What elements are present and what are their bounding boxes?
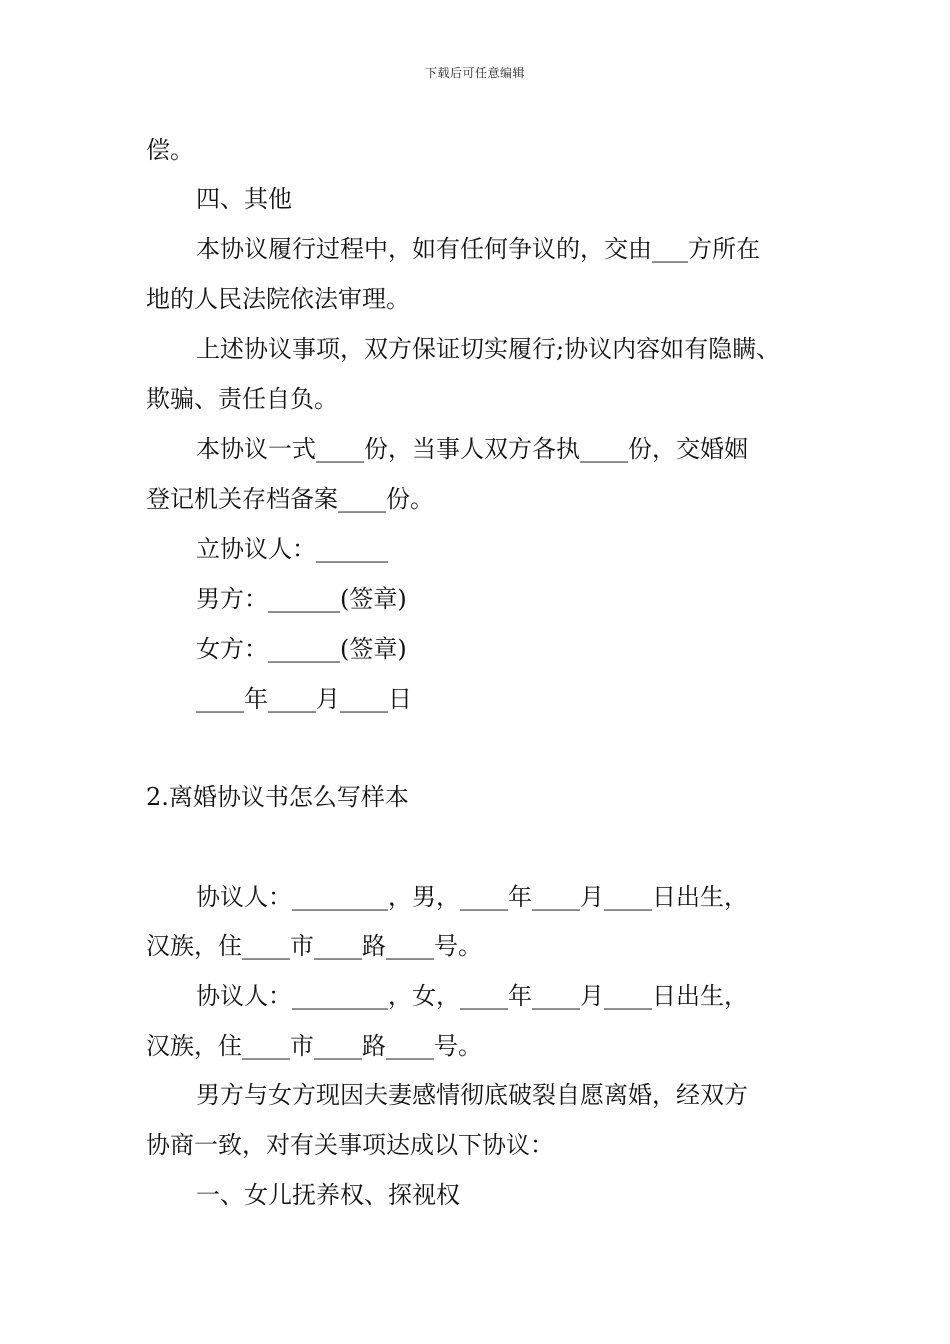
male-signature-line: 男方：______(签章): [196, 585, 407, 613]
text-line: 协议人：________，男，____年____月____日出生，: [196, 883, 748, 911]
section-title: 2.离婚协议书怎么写样本: [146, 783, 409, 811]
text-line: 上述协议事项，双方保证切实履行;协议内容如有隐瞒、: [196, 335, 781, 363]
text-line: 本协议履行过程中，如有任何争议的，交由___方所在: [196, 235, 760, 263]
female-signature-line: 女方：______(签章): [196, 635, 407, 663]
text-line: 男方与女方现因夫妻感情彻底破裂自愿离婚，经双方: [196, 1081, 748, 1109]
text-line: 欺骗、责任自负。: [146, 385, 338, 413]
text-line: 登记机关存档备案____份。: [146, 485, 434, 513]
text-line: 协议人：________，女，____年____月____日出生，: [196, 982, 748, 1010]
text-line: 协商一致，对有关事项达成以下协议：: [146, 1131, 554, 1159]
section-heading: 一、女儿抚养权、探视权: [196, 1181, 460, 1209]
signatory-line: 立协议人：______: [196, 535, 388, 563]
text-line: 本协议一式____份，当事人双方各执____份，交婚姻: [196, 435, 748, 463]
page-header: 下载后可任意编辑: [424, 66, 525, 80]
text-line: 偿。: [146, 136, 194, 164]
date-line: ____年____月____日: [196, 685, 412, 713]
text-line: 汉族，住____市____路____号。: [146, 932, 482, 960]
text-line: 地的人民法院依法审理。: [146, 285, 410, 313]
section-heading: 四、其他: [196, 185, 292, 213]
text-line: 汉族，住____市____路____号。: [146, 1032, 482, 1060]
